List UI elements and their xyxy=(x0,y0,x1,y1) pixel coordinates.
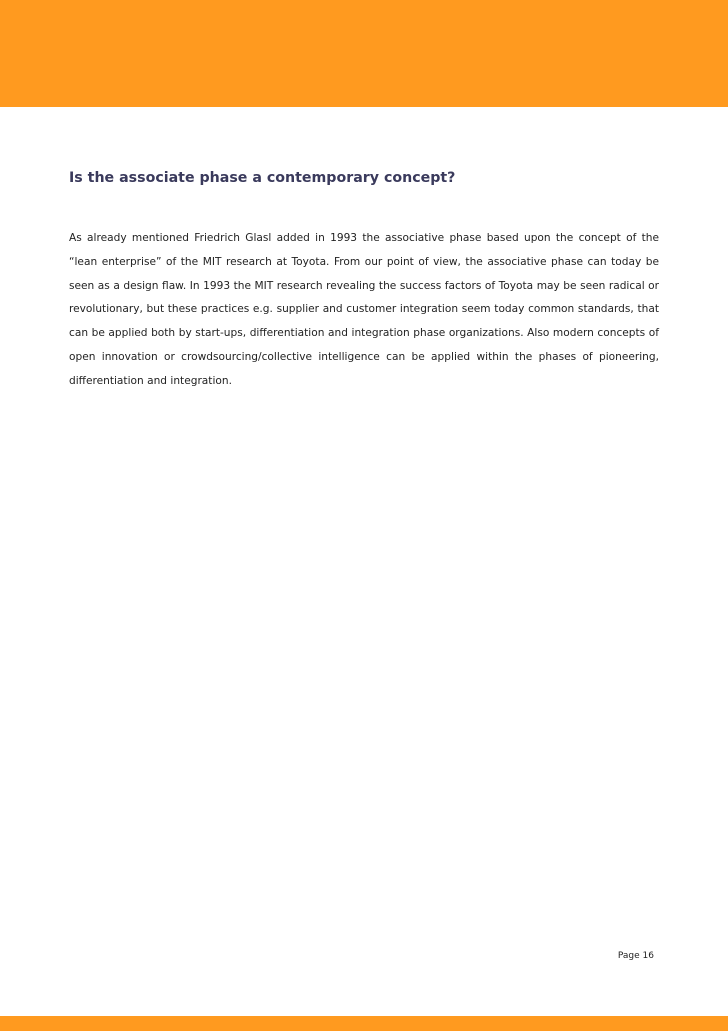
header-band xyxy=(0,0,728,107)
body-paragraph: As already mentioned Friedrich Glasl added in 1993 the associative phase based upon the concept of the “lean enterprise” of the MIT research at Toyota. From our point of view, the associative phase can today be seen as a design flaw. In 1993 the MIT research revealing the success factors of Toyota may be seen radical or revolutionary, but these practices e.g. supplier and customer integration seem today common standards, that can be applied both by start-ups, differentiation and integration phase organizations. Also modern concepts of open innovation or crowdsourcing/collective intelligence can be applied within the phases of pioneering, differentiation and integration. xyxy=(69,232,659,387)
document-content xyxy=(69,168,659,394)
page-number: Page 16 xyxy=(617,951,654,961)
footer-band xyxy=(0,1016,728,1031)
section-heading: Is the associate phase a contemporary concept? xyxy=(69,170,456,186)
